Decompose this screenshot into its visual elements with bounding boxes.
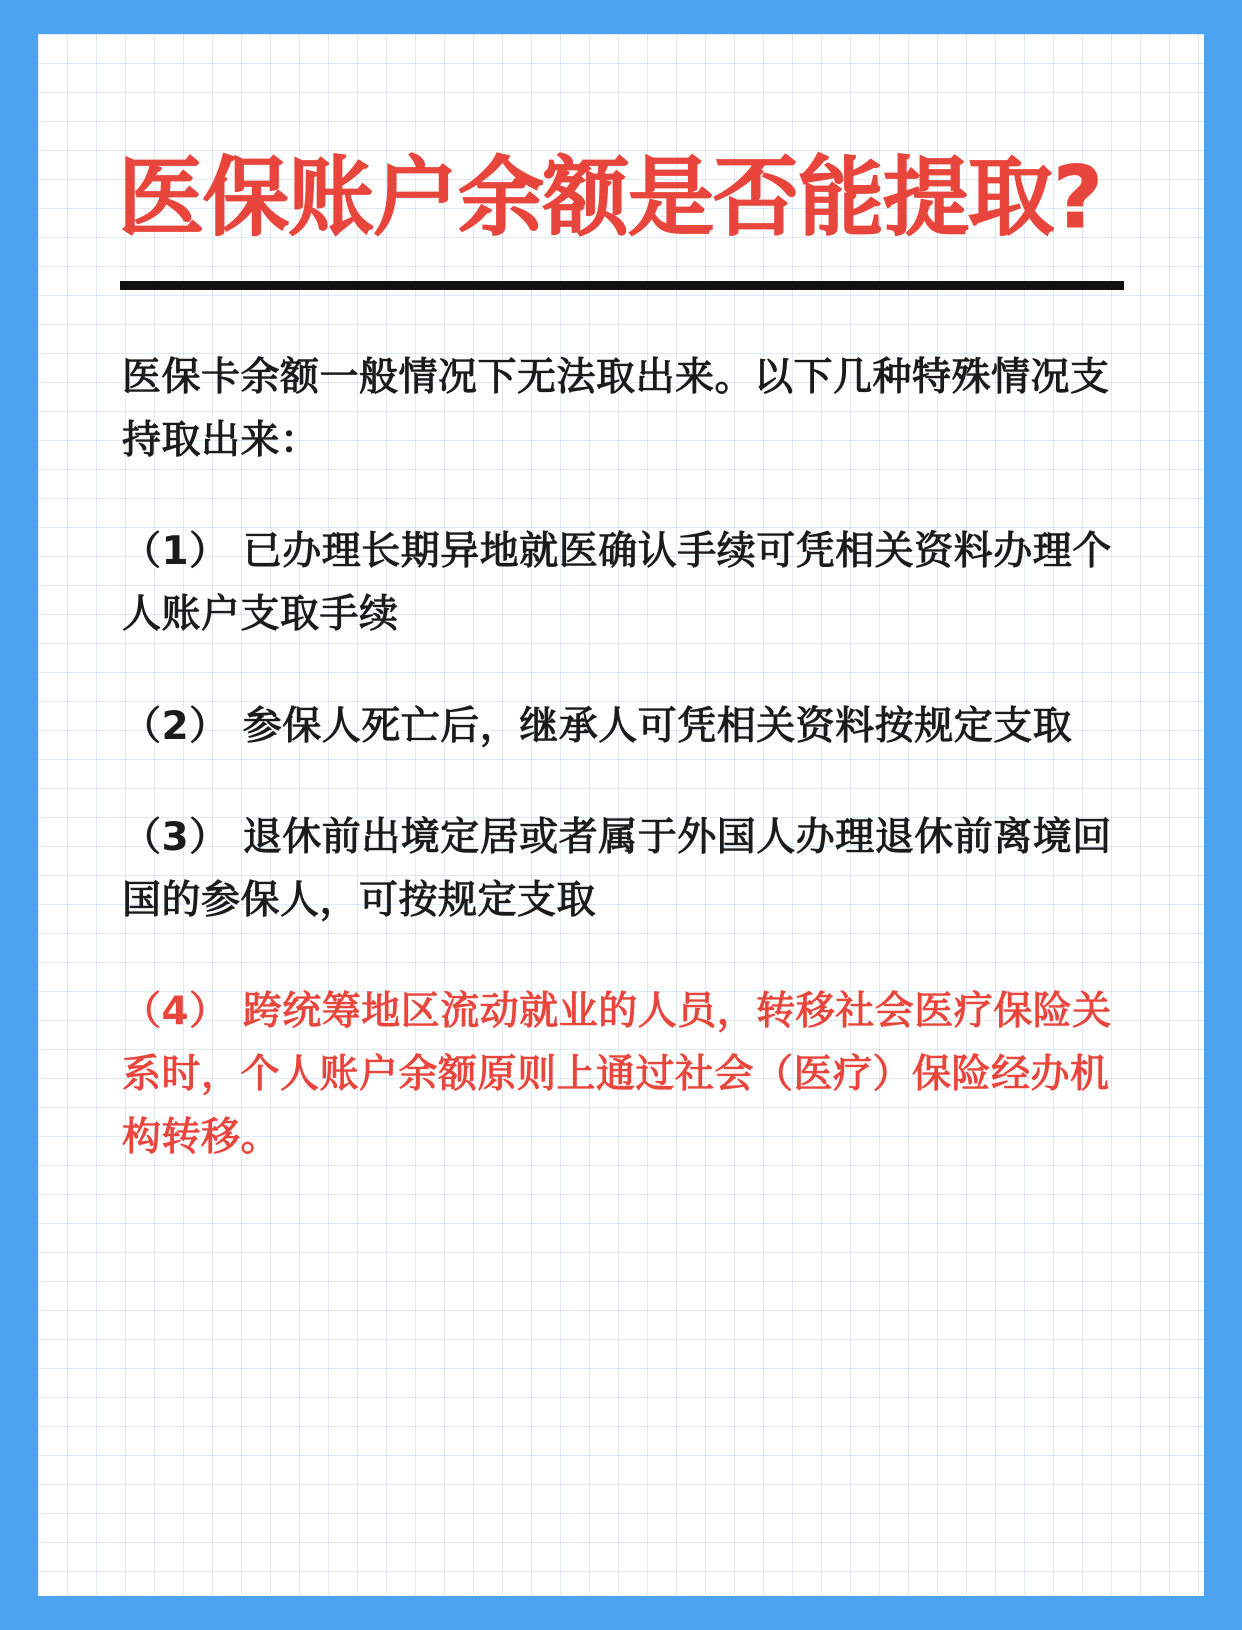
- list-item-text: 已办理长期异地就医确认手续可凭相关资料办理个人账户支取手续: [122, 529, 1112, 638]
- title-divider: [120, 281, 1124, 290]
- list-item-text: 参保人死亡后，继承人可凭相关资料按规定支取: [242, 703, 1073, 749]
- list-item: [98, 980, 1144, 1170]
- list-item-text: 退休前出境定居或者属于外国人办理退休前离境回国的参保人，可按规定支取: [122, 814, 1112, 923]
- poster-content: [38, 34, 1204, 1596]
- intro-paragraph: 医保卡余额一般情况下无法取出来。以下几种特殊情况支持取出来：: [122, 354, 1110, 464]
- poster-card: [38, 34, 1204, 1596]
- list-item-marker: （2）: [122, 703, 229, 749]
- list-item-marker: （1）: [122, 529, 229, 575]
- page-title: 医保账户余额是否能提取?: [118, 148, 1102, 248]
- list-item: [98, 520, 1144, 646]
- list-item-marker: （4）: [122, 989, 229, 1035]
- list-item-marker: （3）: [122, 814, 229, 860]
- list-item: [98, 695, 1144, 758]
- list-item: [98, 806, 1144, 932]
- list-item-text: 跨统筹地区流动就业的人员，转移社会医疗保险关系时，个人账户余额原则上通过社会（医疗）保险经办机构转移。: [122, 989, 1112, 1161]
